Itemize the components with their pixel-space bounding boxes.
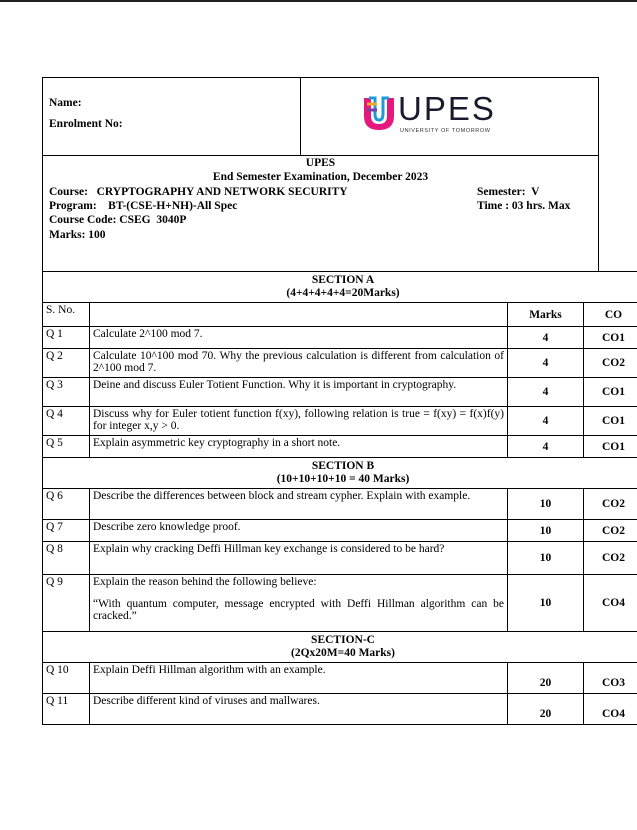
table-row: [43, 327, 637, 349]
question-number: Q 5: [43, 436, 90, 458]
semester-line: Semester: V: [477, 186, 540, 198]
enrolment-label: Enrolment No:: [49, 118, 123, 130]
section-b-header-row: [43, 458, 637, 489]
table-row: [43, 694, 637, 725]
question-text: Calculate 2^100 mod 7.: [90, 327, 508, 349]
question-text: Explain why cracking Deffi Hillman key exchange is considered to be hard?: [90, 542, 508, 575]
question-number: Q 7: [43, 520, 90, 542]
question-marks: 10: [508, 542, 584, 575]
sno-header: S. No.: [43, 303, 90, 327]
question-number: Q 4: [43, 407, 90, 436]
question-number: Q 8: [43, 542, 90, 575]
question-co: CO2: [584, 489, 637, 520]
question-text: Describe zero knowledge proof.: [90, 520, 508, 542]
question-text: Deine and discuss Euler Totient Function. Why it is important in cryptography.: [90, 378, 508, 407]
section-c-header: [43, 632, 637, 663]
time-line: Time : 03 hrs. Max: [477, 200, 571, 212]
question-text: Calculate 10^100 mod 70. Why the previous calculation is different from calculation of 2^100 mod 7.: [90, 349, 508, 378]
course-code-line: Course Code: CSEG 3040P: [49, 214, 187, 226]
exam-info-box: [42, 155, 599, 272]
marks-line: Marks: 100: [49, 229, 106, 241]
section-a-title: SECTION A: [311, 274, 375, 286]
table-row: [43, 407, 637, 436]
question-marks: 10: [508, 489, 584, 520]
question-marks: 10: [508, 575, 584, 632]
question-marks: 10: [508, 520, 584, 542]
course-line: Course: CRYPTOGRAPHY AND NETWORK SECURITY: [49, 186, 348, 198]
institution-name: UPES: [305, 157, 336, 169]
column-header-row: [43, 303, 637, 327]
question-text: Explain Deffi Hillman algorithm with an example.: [90, 663, 508, 694]
table-row: [43, 520, 637, 542]
table-row: [43, 349, 637, 378]
table-row: [43, 436, 637, 458]
question-co: CO1: [584, 407, 637, 436]
table-row: [43, 663, 637, 694]
upes-logo: [361, 92, 501, 140]
questions-table: [42, 271, 637, 725]
question-marks: 20: [508, 663, 584, 694]
question-number: Q 10: [43, 663, 90, 694]
question-number: Q 3: [43, 378, 90, 407]
question-co: CO1: [584, 378, 637, 407]
table-row: [43, 575, 637, 632]
question-text-cell: [90, 575, 508, 632]
co-header: CO: [584, 303, 637, 327]
question-co: CO2: [584, 542, 637, 575]
name-label: Name:: [49, 97, 82, 109]
question-co: CO1: [584, 436, 637, 458]
question-co: CO1: [584, 327, 637, 349]
table-row: [43, 378, 637, 407]
question-marks: 4: [508, 378, 584, 407]
section-a-header-row: [43, 272, 637, 303]
question-co: CO2: [584, 349, 637, 378]
question-text: Explain asymmetric key cryptography in a short note.: [90, 436, 508, 458]
logo-tagline: UNIVERSITY OF TOMORROW: [400, 128, 491, 134]
question-text: Describe the differences between block and stream cypher. Explain with example.: [90, 489, 508, 520]
section-c-header-row: [43, 632, 637, 663]
question-number: Q 11: [43, 694, 90, 725]
question-text: Describe different kind of viruses and mallwares.: [90, 694, 508, 725]
top-border-line: [0, 0, 637, 2]
program-line: Program: BT-(CSE-H+NH)-All Spec: [49, 200, 238, 212]
section-c-marks: (2Qx20M=40 Marks): [291, 647, 395, 659]
header-divider: [300, 78, 301, 155]
section-a-marks: (4+4+4+4+4=20Marks): [286, 287, 400, 299]
exam-title: End Semester Examination, December 2023: [212, 171, 429, 183]
question-header: [90, 303, 508, 327]
question-number: Q 1: [43, 327, 90, 349]
upes-logo-mark-icon: [361, 94, 397, 132]
section-a-header: [43, 272, 637, 303]
section-c-title: SECTION-C: [311, 634, 375, 646]
question-co: CO3: [584, 663, 637, 694]
marks-header: Marks: [508, 303, 584, 327]
question-text: Discuss why for Euler totient function f(xy), following relation is true = f(xy) = f(x)f(y) for integer x,y > 0.: [90, 407, 508, 436]
table-row: [43, 542, 637, 575]
logo-wordmark: UPES: [398, 90, 496, 127]
question-marks: 4: [508, 349, 584, 378]
question-marks: 4: [508, 436, 584, 458]
question-number: Q 6: [43, 489, 90, 520]
table-row: [43, 489, 637, 520]
section-b-header: [43, 458, 637, 489]
question-number: Q 9: [43, 575, 90, 632]
question-quote: “With quantum computer, message encrypted with Deffi Hillman algorithm can be cracked.”: [93, 598, 504, 622]
section-b-title: SECTION B: [311, 460, 375, 472]
header-box: [42, 77, 599, 156]
question-marks: 4: [508, 327, 584, 349]
question-co: CO4: [584, 694, 637, 725]
question-text: Explain the reason behind the following believe:: [93, 576, 317, 588]
question-co: CO2: [584, 520, 637, 542]
question-marks: 4: [508, 407, 584, 436]
section-b-marks: (10+10+10+10 = 40 Marks): [276, 473, 410, 485]
question-number: Q 2: [43, 349, 90, 378]
question-marks: 20: [508, 694, 584, 725]
question-co: CO4: [584, 575, 637, 632]
